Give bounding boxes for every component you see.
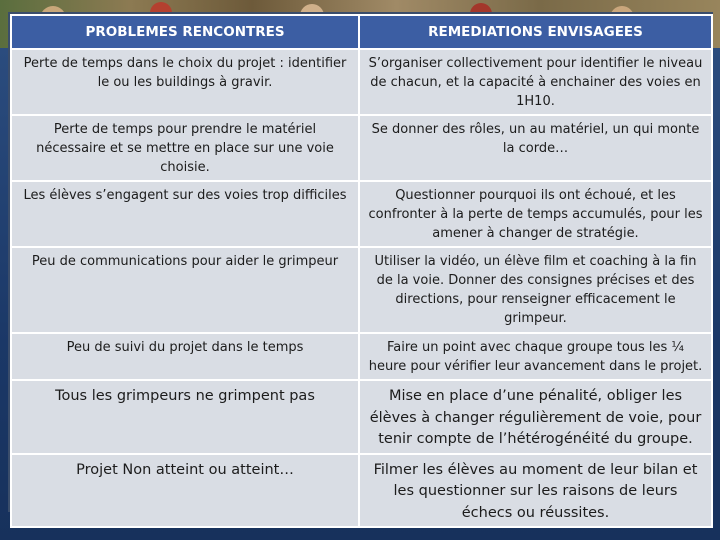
table-row: [11, 454, 712, 528]
problem-cell: Projet Non atteint ou atteint…: [11, 454, 359, 528]
remedy-cell: S’organiser collectivement pour identifier le niveau de chacun, et la capacité à enchainer des voies en 1H10.: [359, 49, 712, 115]
table-row: [11, 333, 712, 380]
problem-cell: Perte de temps dans le choix du projet : identifier le ou les buildings à gravir.: [11, 49, 359, 115]
table-row: [11, 380, 712, 454]
remedy-cell: Se donner des rôles, un au matériel, un qui monte la corde…: [359, 115, 712, 181]
header-problems: PROBLEMES RENCONTRES: [11, 15, 359, 49]
remedy-cell: Mise en place d’une pénalité, obliger les élèves à changer régulièrement de voie, pour tenir compte de l’hétérogénéité du groupe.: [359, 380, 712, 454]
problem-cell: Peu de suivi du projet dans le temps: [11, 333, 359, 380]
problems-remediations-table: [10, 14, 713, 528]
table-row: [11, 115, 712, 181]
table-row: [11, 49, 712, 115]
remedy-cell: Filmer les élèves au moment de leur bilan et les questionner sur les raisons de leurs échecs ou réussites.: [359, 454, 712, 528]
problem-cell: Tous les grimpeurs ne grimpent pas: [11, 380, 359, 454]
table-row: [11, 247, 712, 333]
table-row: [11, 181, 712, 247]
table-header-row: [11, 15, 712, 49]
problem-cell: Perte de temps pour prendre le matériel nécessaire et se mettre en place sur une voie choisie.: [11, 115, 359, 181]
remedy-cell: Questionner pourquoi ils ont échoué, et les confronter à la perte de temps accumulés, pour les amener à changer de stratégie.: [359, 181, 712, 247]
remedy-cell: Faire un point avec chaque groupe tous les ¼ heure pour vérifier leur avancement dans le projet.: [359, 333, 712, 380]
problem-cell: Les élèves s’engagent sur des voies trop difficiles: [11, 181, 359, 247]
remedy-cell: Utiliser la vidéo, un élève film et coaching à la fin de la voie. Donner des consignes précises et des directions, pour renseigner efficacement le grimpeur.: [359, 247, 712, 333]
problem-cell: Peu de communications pour aider le grimpeur: [11, 247, 359, 333]
header-remediations: REMEDIATIONS ENVISAGEES: [359, 15, 712, 49]
